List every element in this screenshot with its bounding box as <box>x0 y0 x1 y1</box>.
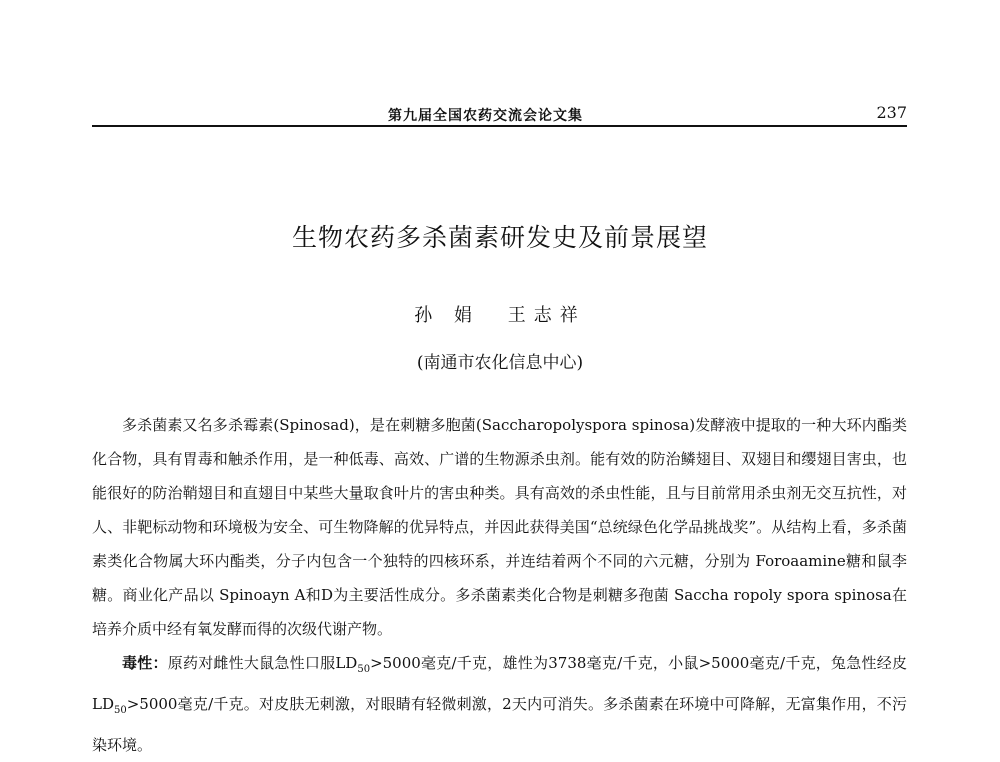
toxicity-text: >5000毫克/千克，雄性为3738毫克/千克，小鼠>5000毫克/千克，兔急性经皮LD <box>92 654 907 713</box>
running-header <box>92 103 907 127</box>
paper-title: 生物农药多杀菌素研发史及前景展望 <box>291 223 708 252</box>
toxicity-label: 毒性： <box>122 654 168 672</box>
body-paragraph: 多杀菌素又名多杀霉素(Spinosad)，是在刺糖多胞菌(Saccharopolyspora spinosa)发酵液中提取的一种大环内酯类化合物，具有胃毒和触杀作用，是一种低毒、高效、广谱的生物源杀虫剂。能有效的防治鳞翅目、双翅目和缨翅目害虫，也能很好的防治鞘翅目和直翅目中某些大量取食叶片的害虫种类。具有高效的杀虫性能，且与目前常用杀虫剂无交互抗性，对人、非靶标动物和环境极为安全、可生物降解的优异特点，并因此获得美国“总统绿色化学品挑战奖”。从结构上看，多杀菌素类化合物属大环内酯类，分子内包含一个独特的四核环系，并连结着两个不同的六元糖，分别为 Foroaamine糖和鼠李糖。商业化产品以 Spinoayn A和D为主要活性成分。多杀菌素类化合物是刺糖多孢菌 Saccha ropoly spora spinosa在培养介质中经有氧发酵而得的次级代谢产物。 <box>92 416 907 638</box>
author-name: 王志祥 <box>507 305 586 326</box>
author-affiliation: (南通市农化信息中心) <box>416 353 584 373</box>
page-number: 237 <box>876 103 907 122</box>
ld50-subscript: 50 <box>114 705 127 716</box>
ld50-subscript: 50 <box>357 664 371 675</box>
author-name: 孙 娟 <box>414 305 480 326</box>
toxicity-text: 原药对雌性大鼠急性口服LD <box>167 654 358 672</box>
author-list <box>0 301 1000 327</box>
toxicity-paragraph <box>92 646 907 762</box>
body-text <box>92 408 907 762</box>
journal-name: 第九届全国农药交流会论文集 <box>388 108 583 124</box>
toxicity-text: >5000毫克/千克。对皮肤无刺激，对眼睛有轻微刺激，2天内可消失。多杀菌素在环境中可降解，无富集作用，不污染环境。 <box>92 695 907 754</box>
